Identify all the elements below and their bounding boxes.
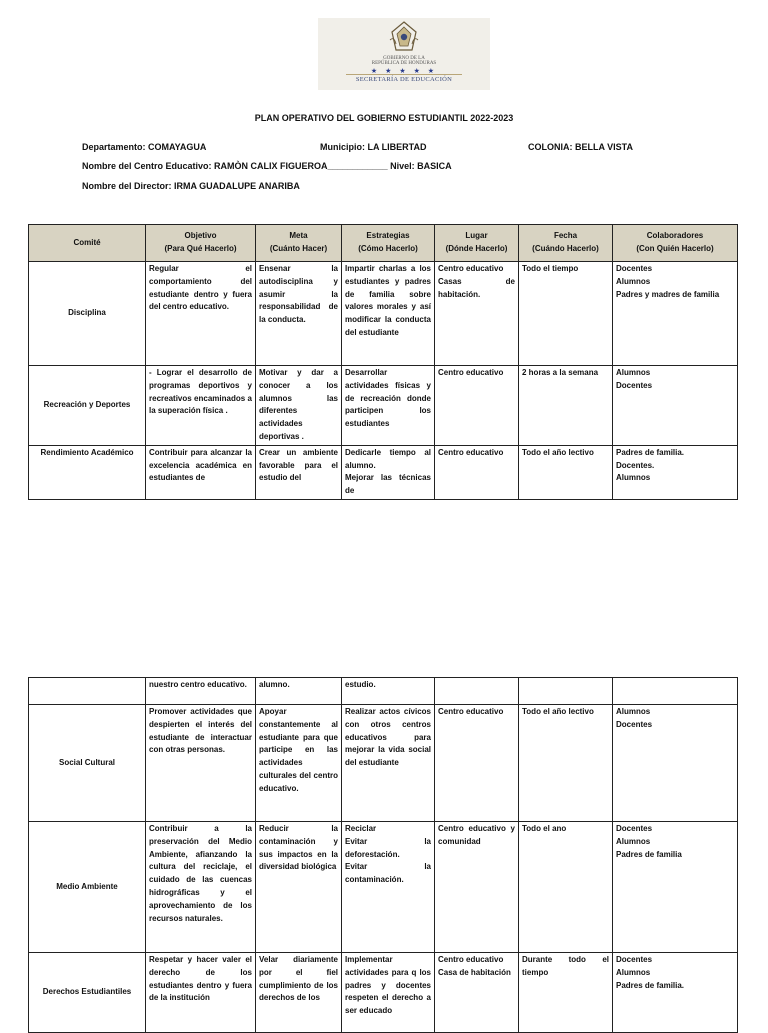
- fecha-cell: 2 horas a la semana: [519, 366, 613, 446]
- colaboradores-cell: Docentes Alumnos Padres y madres de familia: [613, 262, 738, 366]
- objetivo-cell: Contribuir para alcanzar la excelencia académica en estudiantes de: [146, 445, 256, 499]
- colaboradores-cell: Alumnos Docentes: [613, 366, 738, 446]
- table-row: [29, 953, 738, 1033]
- colaboradores-cell: [613, 678, 738, 705]
- objetivo-cell: Regular el comportamiento del estudiante dentro y fuera del centro educativo.: [146, 262, 256, 366]
- estrategias-cell: Desarrollar actividades físicas y de recreación donde participen los estudiantes: [342, 366, 435, 446]
- comite-cell: Medio Ambiente: [29, 822, 146, 953]
- fecha-cell: Todo el tiempo: [519, 262, 613, 366]
- coat-of-arms-icon: [388, 20, 420, 54]
- document-title: PLAN OPERATIVO DEL GOBIERNO ESTUDIANTIL 2022-2023: [254, 113, 514, 123]
- fecha-cell: Todo el año lectivo: [519, 705, 613, 822]
- header-lugar: Lugar (Dónde Hacerlo): [435, 225, 519, 262]
- objetivo-cell: nuestro centro educativo.: [146, 678, 256, 705]
- header-comite: Comité: [29, 225, 146, 262]
- director: Nombre del Director: IRMA GUADALUPE ANARIBA: [82, 181, 300, 191]
- fecha-cell: Todo el ano: [519, 822, 613, 953]
- government-seal: [318, 18, 490, 90]
- meta-cell: Velar diariamente por el fiel cumplimiento de los derechos de los: [256, 953, 342, 1033]
- header-meta: Meta (Cuánto Hacer): [256, 225, 342, 262]
- fecha-cell: [519, 678, 613, 705]
- header-row: [29, 225, 738, 262]
- seal-stars: ★ ★ ★ ★ ★: [370, 68, 438, 75]
- colaboradores-cell: Padres de familia. Docentes. Alumnos: [613, 445, 738, 499]
- colaboradores-cell: Docentes Alumnos Padres de familia: [613, 822, 738, 953]
- comite-cell: Rendimiento Académico: [29, 445, 146, 499]
- fecha-cell: Durante todo el tiempo: [519, 953, 613, 1033]
- comite-cell: Social Cultural: [29, 705, 146, 822]
- municipio: Municipio: LA LIBERTAD: [320, 142, 427, 152]
- plan-table-page-1: [28, 224, 738, 500]
- estrategias-cell: Reciclar Evitar la deforestación. Evitar la contaminación.: [342, 822, 435, 953]
- objetivo-cell: - Lograr el desarrollo de programas deportivos y recreativos encaminados a la superación física .: [146, 366, 256, 446]
- header-colaboradores: Colaboradores (Con Quién Hacerlo): [613, 225, 738, 262]
- objetivo-cell: Promover actividades que despierten el interés del estudiante de interactuar con otras personas.: [146, 705, 256, 822]
- fecha-cell: Todo el año lectivo: [519, 445, 613, 499]
- estrategias-cell: Implementar actividades para q los padres y docentes respeten el derecho a ser educado: [342, 953, 435, 1033]
- table-row: [29, 678, 738, 705]
- table-row: [29, 262, 738, 366]
- estrategias-cell: estudio.: [342, 678, 435, 705]
- meta-cell: Motivar y dar a conocer a los alumnos las diferentes actividades deportivas .: [256, 366, 342, 446]
- seal-ministry: SECRETARÍA DE EDUCACIÓN: [355, 76, 453, 83]
- lugar-cell: Centro educativo: [435, 366, 519, 446]
- comite-cell: Disciplina: [29, 262, 146, 366]
- meta-cell: Ensenar la autodisciplina y asumir la responsabilidad de la conducta.: [256, 262, 342, 366]
- comite-cell: Derechos Estudiantiles: [29, 953, 146, 1033]
- header-fecha: Fecha (Cuándo Hacerlo): [519, 225, 613, 262]
- comite-cell: [29, 678, 146, 705]
- table-row: [29, 705, 738, 822]
- meta-cell: alumno.: [256, 678, 342, 705]
- seal-line-1: GOBIERNO DE LA REPÚBLICA DE HONDURAS: [371, 56, 437, 66]
- table-row: [29, 822, 738, 953]
- lugar-cell: Centro educativo Casas de habitación.: [435, 262, 519, 366]
- lugar-cell: Centro educativo Casa de habitación: [435, 953, 519, 1033]
- objetivo-cell: Respetar y hacer valer el derecho de los estudiantes dentro y fuera de la institución: [146, 953, 256, 1033]
- estrategias-cell: Impartir charlas a los estudiantes y padres de familia sobre valores morales y así modificar la conducta del estudiante: [342, 262, 435, 366]
- lugar-cell: Centro educativo: [435, 705, 519, 822]
- objetivo-cell: Contribuir a la preservación del Medio Ambiente, afianzando la cultura del reciclaje, el cuidado de las cuencas hidrográficas y el aprovechamiento de los recursos naturales.: [146, 822, 256, 953]
- colaboradores-cell: Alumnos Docentes: [613, 705, 738, 822]
- meta-cell: Apoyar constantemente al estudiante para que participe en las actividades culturales del centro educativo.: [256, 705, 342, 822]
- header-estrategias: Estrategias (Cómo Hacerlo): [342, 225, 435, 262]
- lugar-cell: [435, 678, 519, 705]
- header-objetivo: Objetivo (Para Qué Hacerlo): [146, 225, 256, 262]
- table-row: [29, 445, 738, 499]
- colonia: COLONIA: BELLA VISTA: [528, 142, 633, 152]
- meta-cell: Crear un ambiente favorable para el estudio del: [256, 445, 342, 499]
- centro-educativo: Nombre del Centro Educativo: RAMÒN CALIX FIGUEROA____________ Nivel: BASICA: [82, 161, 452, 171]
- departamento: Departamento: COMAYAGUA: [82, 142, 207, 152]
- lugar-cell: Centro educativo y comunidad: [435, 822, 519, 953]
- estrategias-cell: Realizar actos cívicos con otros centros educativos para mejorar la vida social del estudiante: [342, 705, 435, 822]
- estrategias-cell: Dedicarle tiempo al alumno. Mejorar las técnicas de: [342, 445, 435, 499]
- colaboradores-cell: Docentes Alumnos Padres de familia.: [613, 953, 738, 1033]
- table-row: [29, 366, 738, 446]
- lugar-cell: Centro educativo: [435, 445, 519, 499]
- comite-cell: Recreación y Deportes: [29, 366, 146, 446]
- plan-table-page-2: [28, 677, 738, 1033]
- meta-cell: Reducir la contaminación y sus impactos en la diversidad biológica: [256, 822, 342, 953]
